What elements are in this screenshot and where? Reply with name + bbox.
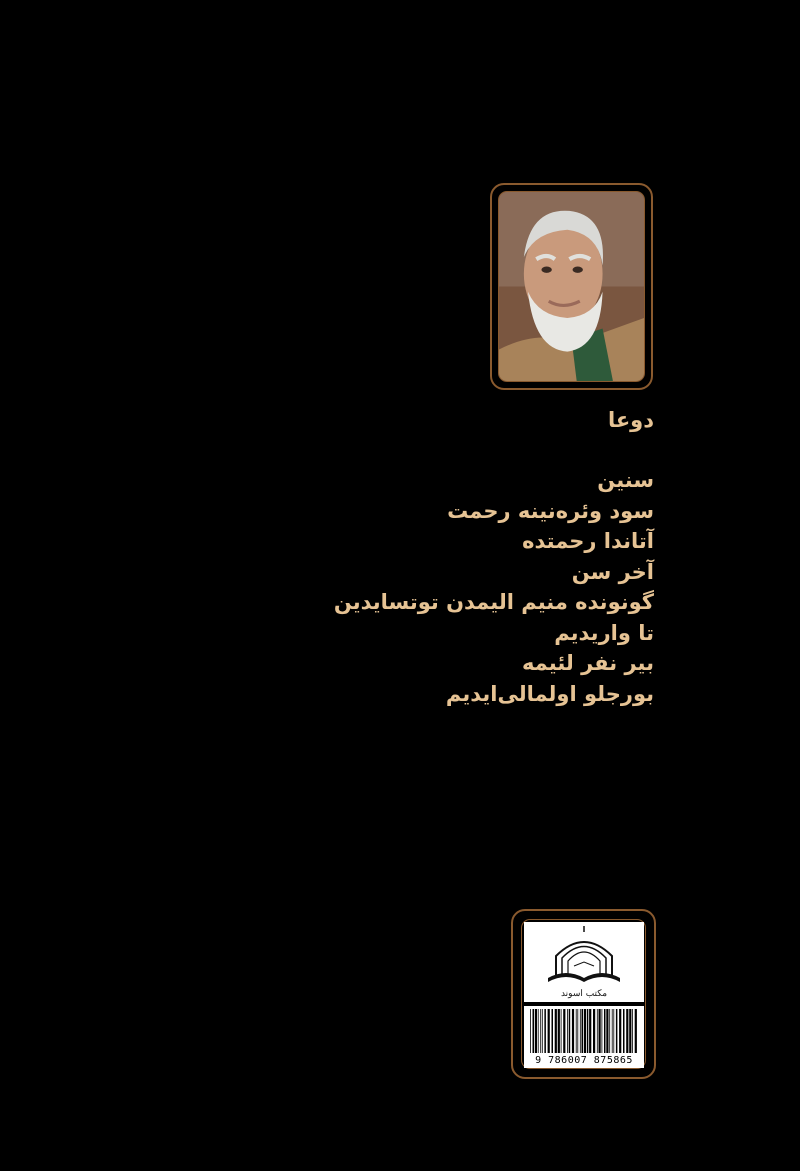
barcode-bar	[544, 1009, 546, 1053]
barcode-bar	[576, 1009, 577, 1053]
barcode-bars	[528, 1009, 640, 1053]
barcode-bar	[616, 1009, 618, 1053]
author-photo-frame	[490, 183, 653, 390]
author-photo	[498, 191, 645, 382]
barcode-bar	[612, 1009, 613, 1053]
barcode-bar	[542, 1009, 543, 1053]
barcode-bar	[589, 1009, 591, 1053]
barcode-bar	[552, 1009, 554, 1053]
barcode-bar	[632, 1009, 633, 1053]
poem-line: بیر نفر لئیمه	[521, 651, 654, 675]
barcode-bar	[604, 1009, 606, 1053]
barcode-bar	[623, 1009, 625, 1053]
barcode-bar	[582, 1009, 584, 1053]
barcode-bar	[599, 1009, 601, 1053]
poem-line: تا واریدیم	[554, 620, 654, 645]
barcode-bar	[602, 1009, 603, 1053]
barcode-bar	[567, 1009, 568, 1053]
poem-line: سنین	[597, 468, 654, 492]
publisher-logo	[524, 922, 644, 1002]
publisher-logo-text: مکتب اسوند	[560, 989, 608, 999]
poem-line: آتاندا رحمتده	[522, 529, 654, 553]
barcode-bar	[593, 1009, 595, 1053]
barcode-bar	[587, 1009, 589, 1053]
barcode-bar	[619, 1009, 621, 1053]
poem-line: بورجلو اولمالی‌ایدیم	[445, 681, 654, 706]
barcode-bar	[597, 1009, 598, 1053]
barcode	[524, 1006, 644, 1068]
barcode-bar	[606, 1009, 608, 1053]
barcode-bar	[558, 1009, 560, 1053]
barcode-bar	[613, 1009, 614, 1053]
barcode-bar	[584, 1009, 586, 1053]
barcode-bar	[561, 1009, 562, 1053]
isbn-number: 9 786007 875865	[535, 1055, 633, 1066]
barcode-bar	[548, 1009, 550, 1053]
barcode-bar	[577, 1009, 578, 1053]
poem-line: آخر سن	[571, 559, 654, 584]
barcode-bar	[555, 1009, 557, 1053]
barcode-bar	[533, 1009, 535, 1053]
barcode-bar	[530, 1009, 531, 1053]
barcode-bar	[580, 1009, 581, 1053]
barcode-bar	[626, 1009, 628, 1053]
barcode-bar	[569, 1009, 571, 1053]
barcode-bar	[609, 1009, 610, 1053]
poem-title: دوعا	[607, 408, 654, 432]
barcode-bar	[635, 1009, 637, 1053]
barcode-bar	[572, 1009, 574, 1053]
poem-line: سود وئره‌نینه رحمت	[447, 498, 654, 523]
barcode-bar	[538, 1009, 539, 1053]
barcode-bar	[629, 1009, 631, 1053]
poem-line: گونونده منیم الیمدن توتسایدین	[333, 590, 654, 614]
barcode-bar	[540, 1009, 541, 1053]
poem	[234, 405, 654, 709]
barcode-bar	[563, 1009, 565, 1053]
barcode-bar	[535, 1009, 537, 1053]
